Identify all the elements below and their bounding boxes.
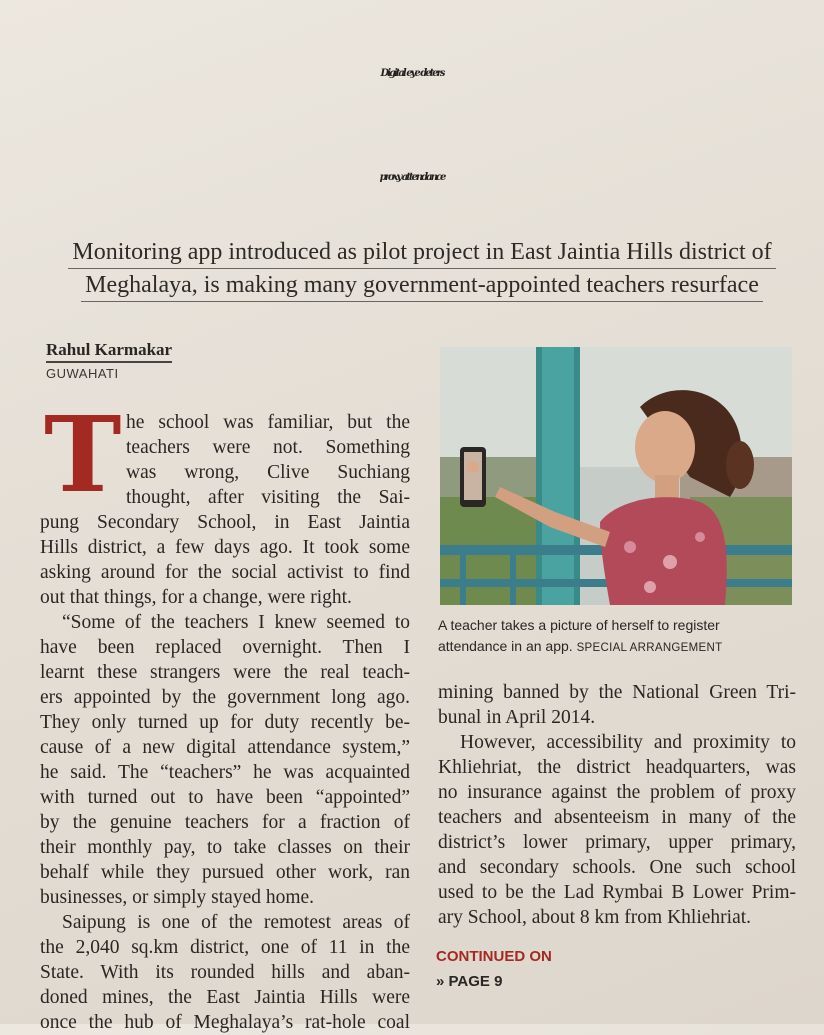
body-line: They only turned up for duty recently be-	[40, 712, 410, 733]
body-line: teachers were not. Something	[126, 437, 410, 458]
body-line: by the genuine teachers for a fraction of	[40, 812, 410, 833]
body-line: businesses, or simply stayed home.	[40, 887, 315, 908]
continued-label: CONTINUED ON	[436, 948, 552, 965]
body-line: mining banned by the National Green Tri-	[438, 682, 796, 703]
body-line: Khliehriat, the district headquarters, was	[438, 757, 796, 778]
article-column-2	[438, 680, 796, 930]
body-line: bunal in April 2014.	[438, 707, 596, 728]
body-line: their monthly pay, to take classes on their	[40, 837, 410, 858]
body-line: with turned out to have been “appointed”	[40, 787, 410, 808]
body-line: once the hub of Meghalaya’s rat-hole coal	[40, 1012, 410, 1033]
body-line: teachers and absenteeism in many of the	[438, 807, 796, 828]
body-line: was wrong, Clive Suchiang	[126, 462, 410, 483]
body-line: he said. The “teachers” he was acquainted	[40, 762, 410, 783]
body-line: district’s lower primary, upper primary,	[438, 832, 796, 853]
photo-caption	[438, 615, 798, 659]
headline-line-1: Digital eye deters	[380, 68, 444, 79]
headline-line-2: proxy attendance	[379, 172, 445, 183]
continued-page-link[interactable]: » PAGE 9	[436, 973, 503, 990]
body-line: “Some of the teachers I knew seemed to	[62, 612, 410, 633]
article-column-1	[40, 393, 410, 1035]
body-line: he school was familiar, but the	[126, 412, 410, 433]
body-line: Saipung is one of the remotest areas of	[62, 912, 410, 933]
body-line: the 2,040 sq.km district, one of 11 in the	[40, 937, 410, 958]
byline-author: Rahul Karmakar	[46, 340, 172, 363]
body-line: doned mines, the East Jaintia Hills were	[40, 987, 410, 1008]
body-line: used to be the Lad Rymbai B Lower Prim-	[438, 882, 796, 903]
body-line: learnt these strangers were the real teach-	[40, 662, 410, 683]
dateline: GUWAHATI	[46, 366, 119, 381]
body-line: and secondary schools. One such school	[438, 857, 796, 878]
body-line: pung Secondary School, in East Jaintia	[40, 512, 410, 533]
body-line: cause of a new digital attendance system,”	[40, 737, 410, 758]
photo-credit: SPECIAL ARRANGEMENT	[576, 642, 723, 654]
teacher-photo	[440, 347, 792, 605]
drop-cap: T	[44, 393, 122, 516]
deck	[52, 236, 792, 302]
continued-on	[436, 944, 552, 994]
body-line: State. With its rounded hills and aban-	[40, 962, 410, 983]
body-line: However, accessibility and proximity to	[460, 732, 796, 753]
body-line: Hills district, a few days ago. It took some	[40, 537, 410, 558]
body-line: ers appointed by the government long ago.	[40, 687, 410, 708]
deck-line-1: Monitoring app introduced as pilot project in East Jaintia Hills district of	[68, 236, 775, 269]
body-line: no insurance against the problem of proxy	[438, 782, 796, 803]
teacher-photo-illustration	[440, 347, 792, 605]
body-line: behalf while they pursued other work, ran	[40, 862, 410, 883]
deck-line-2: Meghalaya, is making many government-appointed teachers resurface	[81, 269, 763, 302]
body-line: ary School, about 8 km from Khliehriat.	[438, 907, 752, 928]
body-line: thought, after visiting the Sai-	[126, 487, 410, 508]
body-line: out that things, for a change, were right.	[40, 587, 352, 608]
body-line: asking around for the social activist to find	[40, 562, 410, 583]
caption-line-1: A teacher takes a picture of herself to register	[438, 617, 720, 633]
body-line: have been replaced overnight. Then I	[40, 637, 410, 658]
caption-line-2: attendance in an app.	[438, 638, 573, 654]
headline	[0, 22, 824, 230]
